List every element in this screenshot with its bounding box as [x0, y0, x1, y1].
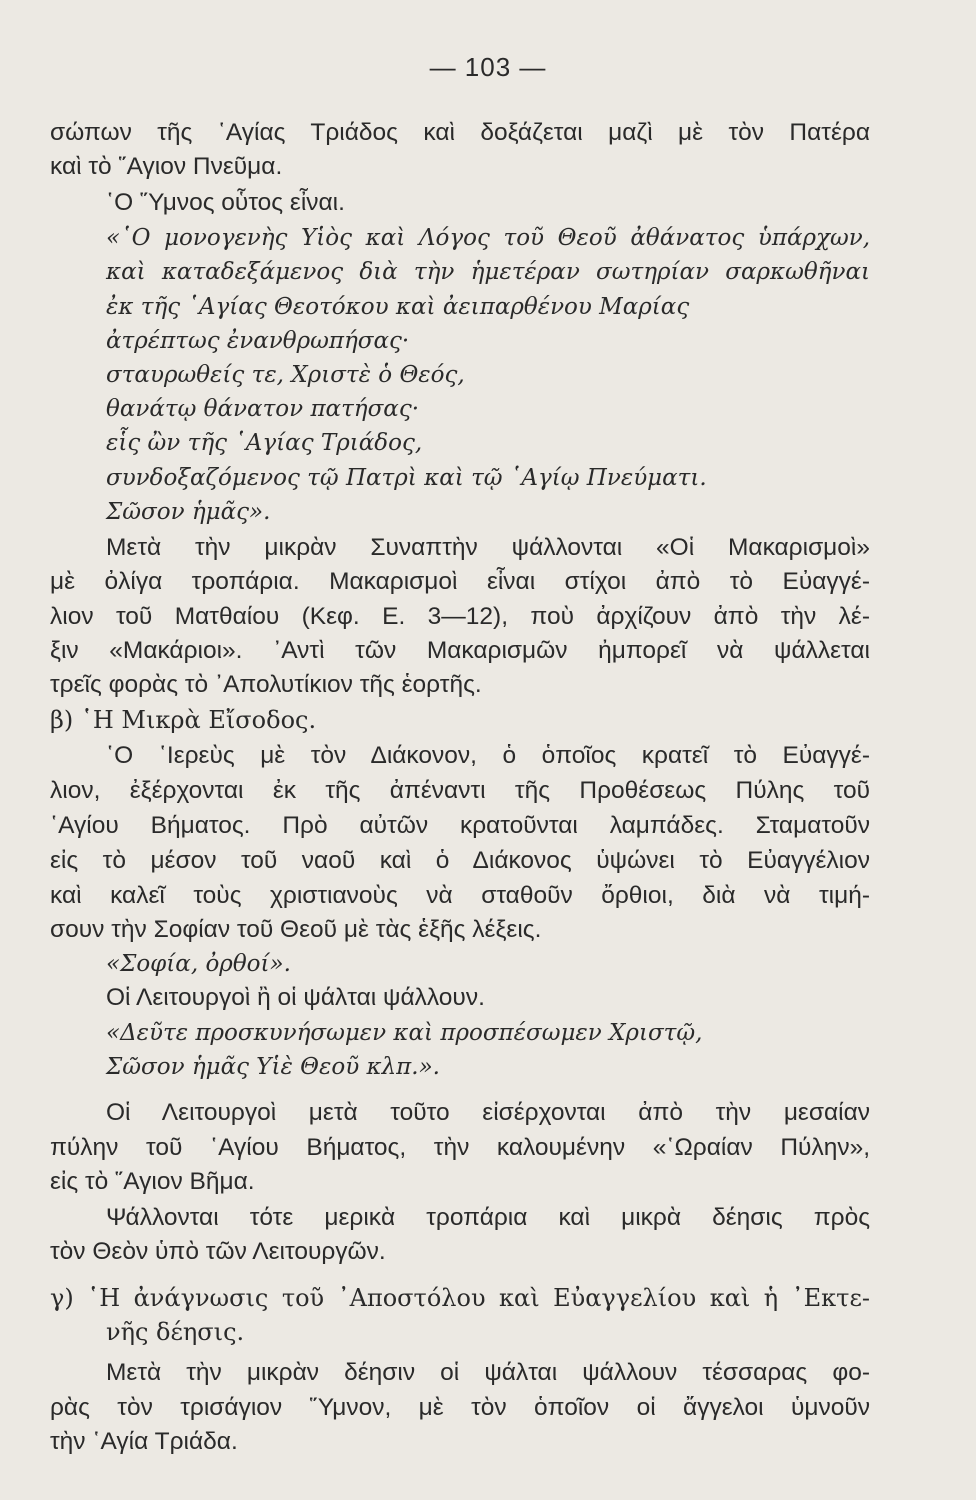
section-heading: νῆς δέησις. [106, 1318, 245, 1346]
text-line: πύλην τοῦ ῾Αγίου Βήματος, τὴν καλουμένην «῾Ωραίαν Πύλην», [50, 1134, 870, 1161]
hymn-line: θανάτῳ θάνατον πατήσας· [106, 396, 420, 422]
hymn-line: συνδοξαζόμενος τῷ Πατρὶ καὶ τῷ ῾Αγίῳ Πνεύματι. [106, 465, 707, 491]
page-number: — 103 — [429, 52, 547, 82]
text-line: Μετὰ τὴν μικρὰν Συναπτὴν ψάλλονται «Οἱ Μακαρισμοὶ» [106, 534, 870, 561]
text-line: Ψάλλονται τότε μερικὰ τροπάρια καὶ μικρὰ δέησις πρὸς [106, 1204, 870, 1231]
text-line: λιον τοῦ Ματθαίου (Κεφ. Ε. 3—12), ποὺ ἀρχίζουν ἀπὸ τὴν λέ- [50, 603, 870, 630]
section-heading: γ) ῾Η ἀνάγνωσις τοῦ ᾿Αποστόλου καὶ Εὐαγγελίου καὶ ἡ ᾿Εκτε- [50, 1284, 870, 1312]
hymn-line: «Δεῦτε προσκυνήσωμεν καὶ προσπέσωμεν Χριστῷ, [106, 1020, 703, 1046]
text-line: τρεῖς φορὰς τὸ ᾿Απολυτίκιον τῆς ἑορτῆς. [50, 671, 482, 698]
text-line: Οἱ Λειτουργοὶ ἢ οἱ ψάλται ψάλλουν. [106, 984, 485, 1011]
text-line: τὴν ῾Αγία Τριάδα. [50, 1428, 238, 1455]
hymn-line: «Σοφία, ὀρθοί». [106, 951, 291, 977]
text-line: ρὰς τὸν τρισάγιον ῞Υμνον, μὲ τὸν ὁποῖον οἱ ἄγγελοι ὑμνοῦν [50, 1394, 870, 1421]
hymn-line: ἐκ τῆς ῾Αγίας Θεοτόκου καὶ ἀειπαρθένου Μαρίας [106, 294, 690, 320]
hymn-line: σταυρωθείς τε, Χριστὲ ὁ Θεός, [106, 362, 465, 388]
hymn-line: καὶ καταδεξάμενος διὰ τὴν ἡμετέραν σωτηρίαν σαρκωθῆναι [106, 259, 870, 285]
hymn-line: ἀτρέπτως ἐνανθρωπήσας· [106, 328, 410, 354]
text-line: μὲ ὀλίγα τροπάρια. Μακαρισμοὶ εἶναι στίχοι ἀπὸ τὸ Εὐαγγέ- [50, 568, 870, 595]
text-line: ῾Ο ῾Ιερεὺς μὲ τὸν Διάκονον, ὁ ὁποῖος κρατεῖ τὸ Εὐαγγέ- [106, 742, 870, 769]
text-line: σουν τὴν Σοφίαν τοῦ Θεοῦ μὲ τὰς ἑξῆς λέξεις. [50, 916, 542, 943]
text-line: τὸν Θεὸν ὑπὸ τῶν Λειτουργῶν. [50, 1238, 386, 1265]
hymn-line: Σῶσον ἡμᾶς». [106, 499, 271, 525]
hymn-line: «῾Ο μονογενὴς Υἱὸς καὶ Λόγος τοῦ Θεοῦ ἀθάνατος ὑπάρχων, [106, 225, 870, 251]
hymn-line: εἷς ὢν τῆς ῾Αγίας Τριάδος, [106, 430, 423, 456]
text-line: λιον, ἐξέρχονται ἐκ τῆς ἀπέναντι τῆς Προθέσεως Πύλης τοῦ [50, 777, 870, 804]
text-line: καὶ τὸ ῞Αγιον Πνεῦμα. [50, 153, 283, 180]
text-line: εἰς τὸ ῞Αγιον Βῆμα. [50, 1168, 255, 1195]
text-line: ξιν «Μακάριοι». ᾿Αντὶ τῶν Μακαρισμῶν ἠμπορεῖ νὰ ψάλλεται [50, 637, 870, 664]
text-line: ῾Ο ῞Υμνος οὗτος εἶναι. [106, 189, 345, 216]
text-line: εἰς τὸ μέσον τοῦ ναοῦ καὶ ὁ Διάκονος ὑψώνει τὸ Εὐαγγέλιον [50, 847, 870, 874]
text-line: Οἱ Λειτουργοὶ μετὰ τοῦτο εἰσέρχονται ἀπὸ τὴν μεσαίαν [106, 1099, 870, 1126]
text-line: καὶ καλεῖ τοὺς χριστιανοὺς νὰ σταθοῦν ὄρθιοι, διὰ νὰ τιμή- [50, 882, 870, 909]
text-line: Μετὰ τὴν μικρὰν δέησιν οἱ ψάλται ψάλλουν τέσσαρας φο- [106, 1359, 870, 1386]
hymn-line: Σῶσον ἡμᾶς Υἱὲ Θεοῦ κλπ.». [106, 1054, 440, 1080]
text-line: σώπων τῆς ῾Αγίας Τριάδος καὶ δοξάζεται μαζὶ μὲ τὸν Πατέρα [50, 119, 870, 146]
section-heading: β) ῾Η Μικρὰ Εἴσοδος. [50, 706, 317, 734]
text-line: ῾Αγίου Βήματος. Πρὸ αὐτῶν κρατοῦνται λαμπάδες. Σταματοῦν [50, 812, 870, 839]
